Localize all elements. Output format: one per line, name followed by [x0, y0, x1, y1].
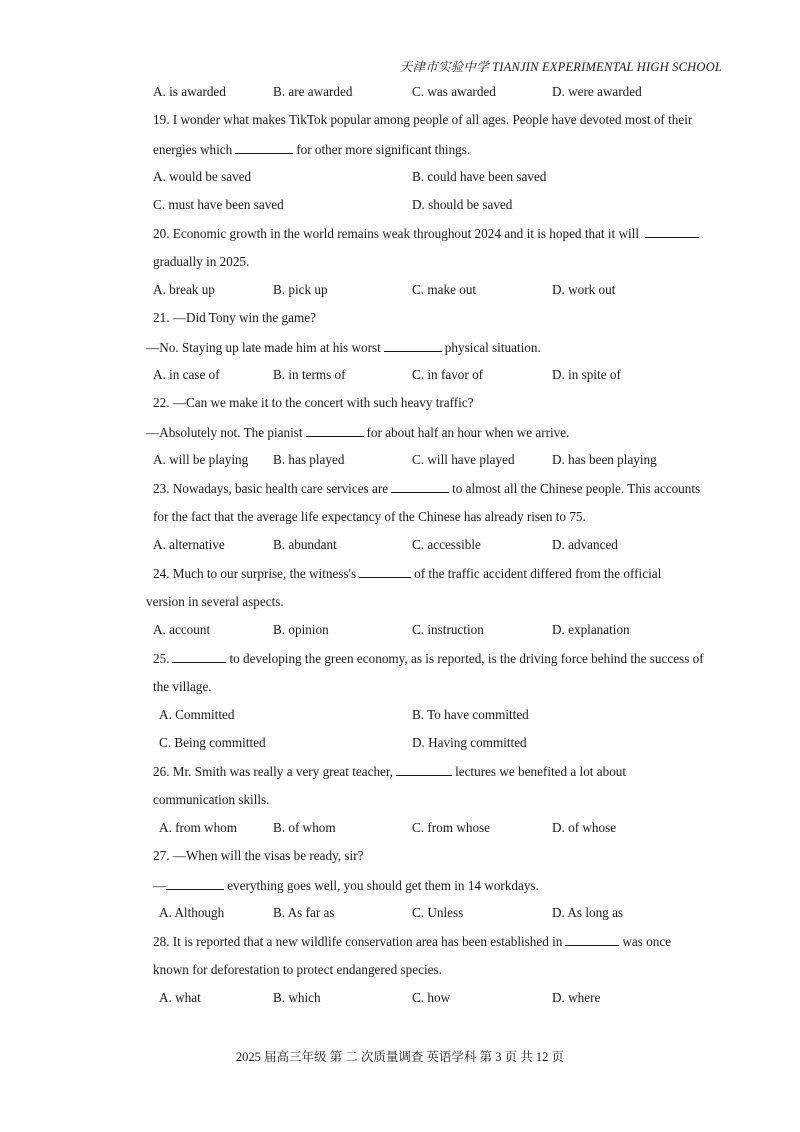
q24-option-b[interactable]: B. opinion	[273, 622, 329, 637]
q22-option-c[interactable]: C. will have played	[412, 452, 515, 467]
q26-option-a[interactable]: A. from whom	[159, 820, 238, 835]
q21-option-d[interactable]: D. in spite of	[552, 367, 621, 382]
q18-options	[0, 84, 800, 104]
school-header: 天津市实验中学 TIANJIN EXPERIMENTAL HIGH SCHOOL	[399, 60, 722, 74]
q24-option-c[interactable]: C. instruction	[412, 622, 484, 637]
q24-option-a[interactable]: A. account	[153, 622, 211, 637]
q19-stem	[0, 112, 800, 132]
q22-line1: 22. —Can we make it to the concert with such heavy traffic?	[153, 395, 474, 410]
answer-blank[interactable]	[396, 763, 452, 776]
q19-option-a[interactable]: A. would be saved	[153, 169, 252, 184]
q28-line1: 28. It is reported that a new wildlife conservation area has been established in was once	[153, 934, 672, 949]
q18-option-d[interactable]: D. were awarded	[552, 84, 642, 99]
q26-option-c[interactable]: C. from whose	[412, 820, 491, 835]
q25-line1: 25. to developing the green economy, as is reported, is the driving force behind the success of	[153, 651, 704, 666]
q18-option-c[interactable]: C. was awarded	[412, 84, 496, 99]
q19-option-b[interactable]: B. could have been saved	[412, 169, 547, 184]
q21-option-a[interactable]: A. in case of	[153, 367, 220, 382]
q25-option-d[interactable]: D. Having committed	[412, 735, 527, 750]
q24-line1: 24. Much to our surprise, the witness's of the traffic accident differed from the official	[153, 566, 662, 581]
q19-option-c[interactable]: C. must have been saved	[153, 197, 284, 212]
q18-option-b[interactable]: B. are awarded	[273, 84, 353, 99]
q27-option-a[interactable]: A. Although	[159, 905, 225, 920]
q28-option-a[interactable]: A. what	[159, 990, 201, 1005]
q22-option-a[interactable]: A. will be playing	[153, 452, 249, 467]
q22-line2: —Absolutely not. The pianist for about half an hour when we arrive.	[146, 425, 570, 440]
q21-line1: 21. —Did Tony win the game?	[153, 310, 316, 325]
q23-line1: 23. Nowadays, basic health care services are to almost all the Chinese people. This accounts	[153, 481, 701, 496]
q22-option-d[interactable]: D. has been playing	[552, 452, 657, 467]
q20-line2: gradually in 2025.	[153, 254, 250, 269]
q21-line2: —No. Staying up late made him at his worst physical situation.	[146, 340, 541, 355]
q20-option-c[interactable]: C. make out	[412, 282, 477, 297]
q19-line2: energies which for other more significant things.	[153, 142, 471, 157]
q26-line2: communication skills.	[153, 792, 270, 807]
q23-option-c[interactable]: C. accessible	[412, 537, 481, 552]
q23-option-d[interactable]: D. advanced	[552, 537, 618, 552]
q25-option-c[interactable]: C. Being committed	[159, 735, 266, 750]
q26-option-b[interactable]: B. of whom	[273, 820, 336, 835]
answer-blank[interactable]	[384, 339, 442, 352]
q26-option-d[interactable]: D. of whose	[552, 820, 617, 835]
page-footer: 2025 届高三年级 第 二 次质量调查 英语学科 第 3 页 共 12 页	[235, 1050, 565, 1064]
q20-option-a[interactable]: A. break up	[153, 282, 215, 297]
q24-line2: version in several aspects.	[146, 594, 284, 609]
q23-option-a[interactable]: A. alternative	[153, 537, 225, 552]
q27-option-d[interactable]: D. As long as	[552, 905, 624, 920]
q25-line2: the village.	[153, 679, 212, 694]
q19-line1: 19. I wonder what makes TikTok popular among people of all ages. People have devoted most of their	[153, 112, 693, 127]
q22-option-b[interactable]: B. has played	[273, 452, 345, 467]
q20-option-d[interactable]: D. work out	[552, 282, 616, 297]
q27-option-c[interactable]: C. Unless	[412, 905, 464, 920]
q18-option-a[interactable]: A. is awarded	[153, 84, 226, 99]
q19-stem-cont	[0, 141, 800, 161]
q21-option-b[interactable]: B. in terms of	[273, 367, 346, 382]
q20-line1: 20. Economic growth in the world remains weak throughout 2024 and it is hoped that it will	[153, 225, 702, 242]
q27-line2: — everything goes well, you should get them in 14 workdays.	[153, 878, 539, 893]
q20-option-b[interactable]: B. pick up	[273, 282, 328, 297]
answer-blank[interactable]	[172, 650, 226, 663]
answer-blank[interactable]	[235, 141, 293, 154]
q23-option-b[interactable]: B. abundant	[273, 537, 337, 552]
q28-option-c[interactable]: C. how	[412, 990, 451, 1005]
answer-blank[interactable]	[391, 480, 449, 493]
q21-option-c[interactable]: C. in favor of	[412, 367, 484, 382]
q27-option-b[interactable]: B. As far as	[273, 905, 335, 920]
q24-option-d[interactable]: D. explanation	[552, 622, 630, 637]
answer-blank[interactable]	[359, 565, 411, 578]
q26-line1: 26. Mr. Smith was really a very great teacher, lectures we benefited a lot about	[153, 764, 627, 779]
q19-option-d[interactable]: D. should be saved	[412, 197, 513, 212]
q28-option-b[interactable]: B. which	[273, 990, 321, 1005]
q27-line1: 27. —When will the visas be ready, sir?	[153, 848, 364, 863]
answer-blank[interactable]	[645, 225, 699, 238]
q28-option-d[interactable]: D. where	[552, 990, 601, 1005]
q25-option-a[interactable]: A. Committed	[159, 707, 235, 722]
answer-blank[interactable]	[306, 424, 364, 437]
answer-blank[interactable]	[166, 877, 224, 890]
q23-line2: for the fact that the average life expectancy of the Chinese has already risen to 75.	[153, 509, 586, 524]
q28-line2: known for deforestation to protect endangered species.	[153, 962, 442, 977]
q25-option-b[interactable]: B. To have committed	[412, 707, 529, 722]
answer-blank[interactable]	[565, 933, 619, 946]
